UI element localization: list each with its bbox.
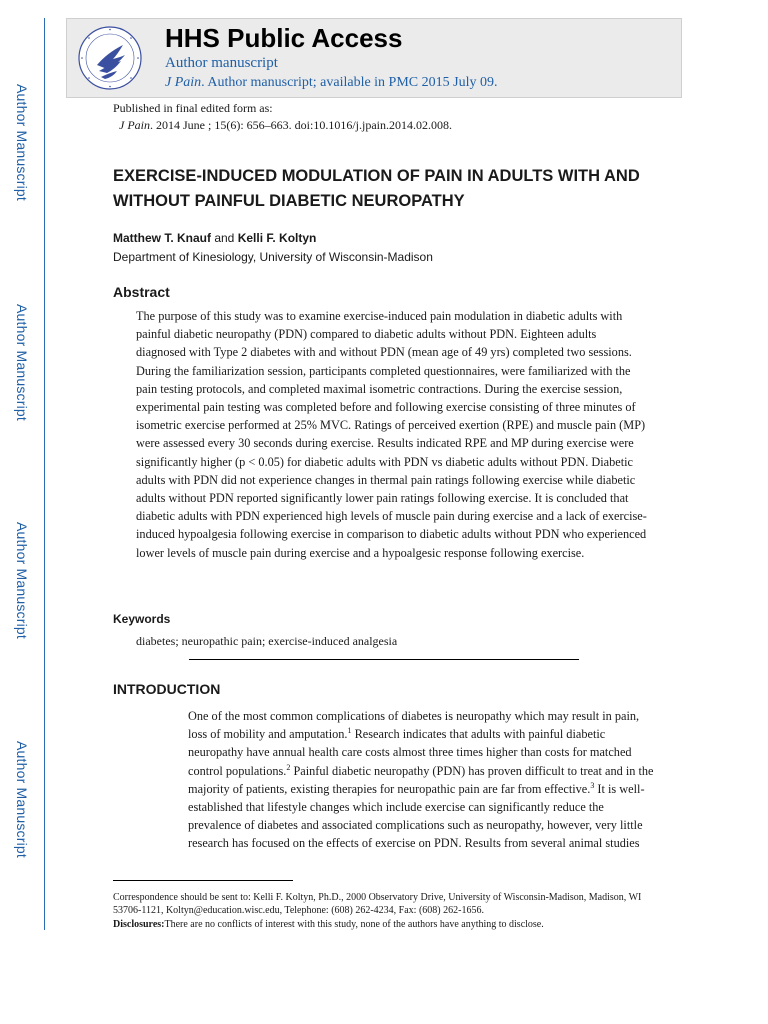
section-divider [189,659,579,660]
intro-text-part: One of the most common complications of diabetes is neuropathy which may result in pain, loss of mobility and amputation. [188,709,640,742]
side-label-1: Author Manuscript [14,84,30,202]
citation [113,117,452,134]
intro-text-part: It is well-established that lifestyle changes which include exercise can significantly reduce the prevalence of diabetes and associated complications such as neuropathy, however, very little research has focused on the effects of exercise on PDN. Results from several animal studies [188,781,645,851]
page-title: HHS Public Access [165,23,403,53]
author-joiner: and [211,231,238,245]
introduction-text [188,707,656,853]
author-name: Matthew T. Knauf [113,231,211,245]
intro-text-part: Painful diabetic neuropathy (PDN) has proven difficult to treat and in the majority of patients, existing therapies for neuropathic pain are far from effective. [188,763,654,796]
side-label-3: Author Manuscript [14,522,30,640]
citation-journal: J Pain [119,118,150,132]
side-label-4: Author Manuscript [14,741,30,859]
publication-info [113,100,452,134]
author-name: Kelli F. Koltyn [237,231,317,245]
intro-text-part: Research indicates that adults with painful diabetic neuropathy have annual health care costs almost three times higher than costs for matched control populations. [188,727,632,778]
hhs-header [66,18,682,98]
rail-divider [44,18,45,930]
abstract-heading: Abstract [113,284,170,300]
introduction-heading: INTRODUCTION [113,681,221,697]
hhs-eagle-seal-icon [77,25,143,91]
disclosures-label: Disclosures: [113,919,165,930]
availability-text: . Author manuscript; available in PMC 2015 July 09. [201,75,498,90]
reference-marker[interactable]: 3 [590,780,595,790]
disclosures-text: There are no conflicts of interest with this study, none of the authors have anything to disclose. [164,919,544,930]
journal-name: J Pain [165,75,202,90]
keywords-text: diabetes; neuropathic pain; exercise-induced analgesia [136,634,398,648]
article-title: EXERCISE-INDUCED MODULATION OF PAIN IN ADULTS WITH AND WITHOUT PAINFUL DIABETIC NEUROPATHY [113,167,640,210]
side-label-2: Author Manuscript [14,304,30,422]
abstract-text: The purpose of this study was to examine exercise-induced pain modulation in diabetic adults with painful diabetic neuropathy (PDN) compared to diabetic adults without PDN. Eighteen adults diagnosed with Type 2 diabetes with and without PDN (mean age of 49 yrs) completed two sessions. During the familiarization session, participants completed questionnaires, were familiarized with the pain testing protocols, and completed maximal isometric contractions. During the exercise session, experimental pain testing was completed before and following exercise consisting of three minutes of isometric exercise performed at 25% MVC. Ratings of perceived exertion (RPE) and muscle pain (MP) were assessed every 30 seconds during exercise. Results indicated RPE and MP during exercise were significantly higher (p < 0.05) for diabetic adults with PDN vs diabetic adults without PDN. Diabetic adults with PDN did not experience changes in thermal pain ratings following exercise while diabetic adults without PDN reported significantly lower pain ratings following exercise. It is concluded that diabetic adults with PDN experienced high levels of muscle pain during exercise and a lack of exercise-induced hypoalgesia following exercise in comparison to diabetic adults without PDN who experienced lower levels of muscle pain during exercise and a hypoalgesic response following exercise. [136,309,647,560]
reference-marker[interactable]: 1 [347,726,352,736]
affiliation: Department of Kinesiology, University of Wisconsin-Madison [113,250,433,264]
footnote-divider [113,880,293,881]
disclosures-footnote [113,919,673,930]
citation-details: . 2014 June ; 15(6): 656–663. doi:10.1016/j.jpain.2014.02.008. [150,118,452,132]
reference-marker[interactable]: 2 [286,762,291,772]
availability-line [165,75,497,91]
author-list [113,231,316,245]
author-manuscript-rail [0,0,46,930]
correspondence-footnote: Correspondence should be sent to: Kelli F. Koltyn, Ph.D., 2000 Observatory Drive, University of Wisconsin-Madison, Madison, WI 53706-1121, Koltyn@education.wisc.edu, Telephone: (608) 262-4234, Fax: (608) 262-1656. [113,892,642,916]
keywords-heading: Keywords [113,612,171,626]
manuscript-status: Author manuscript [165,55,278,71]
published-label: Published in final edited form as: [113,101,273,115]
